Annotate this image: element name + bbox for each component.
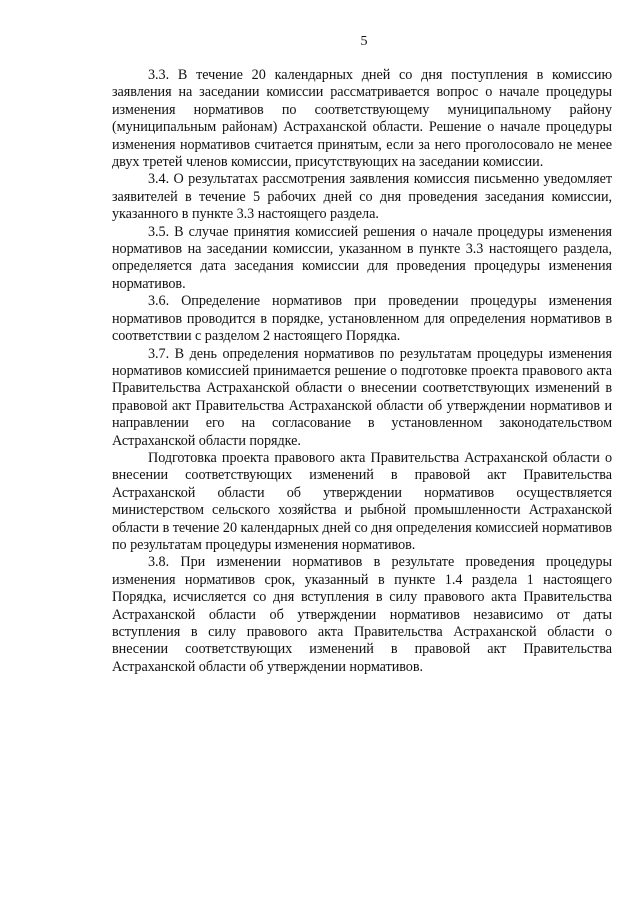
paragraph-3-8: 3.8. При изменении нормативов в результате проведения процедуры изменения нормативов срок, указанный в пункте 1.4 раздела 1 настоящего Порядка, исчисляется со дня вступления в силу правового акта Правительства Астраханской области об утверждении нормативов независимо от даты вступления в силу правового акта Правительства Астраханской области о внесении соответствующих изменений в правовой акт Правительства Астраханской области об утверждении нормативов. [112,554,612,675]
paragraph-3-7: 3.7. В день определения нормативов по результатам процедуры изменения нормативов комиссией принимается решение о подготовке проекта правового акта Правительства Астраханской области о внесении соответствующих изменений в правовой акт Правительства Астраханской области об утверждении нормативов и направлении его на согласование в установленном законодательством Астраханской области порядке. [112,345,612,449]
paragraph-3-3: 3.3. В течение 20 календарных дней со дня поступления в комиссию заявления на заседании комиссии рассматривается вопрос о начале процедуры изменения нормативов по соответствующему муниципальному району (муниципальным районам) Астраханской области. Решение о начале процедуры изменения нормативов считается принятым, если за него проголосовало не менее двух третей членов комиссии, присутствующих на заседании комиссии. [112,67,612,171]
page-number: 5 [360,34,368,49]
paragraph-3-4: 3.4. О результатах рассмотрения заявления комиссия письменно уведомляет заявителей в течение 5 рабочих дней со дня проведения заседания комиссии, указанного в пункте 3.3 настоящего раздела. [112,171,612,223]
paragraph-3-6: 3.6. Определение нормативов при проведении процедуры изменения нормативов проводится в порядке, установленном для определения нормативов в соответствии с разделом 2 настоящего Порядка. [112,293,612,345]
paragraph-3-5: 3.5. В случае принятия комиссией решения о начале процедуры изменения нормативов на заседании комиссии, указанном в пункте 3.3 настоящего раздела, определяется дата заседания комиссии для проведения процедуры изменения нормативов. [112,223,612,292]
document-body [112,67,612,676]
paragraph-3-7-continuation: Подготовка проекта правового акта Правительства Астраханской области о внесении соответствующих изменений в правовой акт Правительства Астраханской области об утверждении нормативов осуществляется министерством сельского хозяйства и рыбной промышленности Астраханской области в течение 20 календарных дней со дня определения комиссией нормативов по результатам процедуры изменения нормативов. [112,449,613,553]
